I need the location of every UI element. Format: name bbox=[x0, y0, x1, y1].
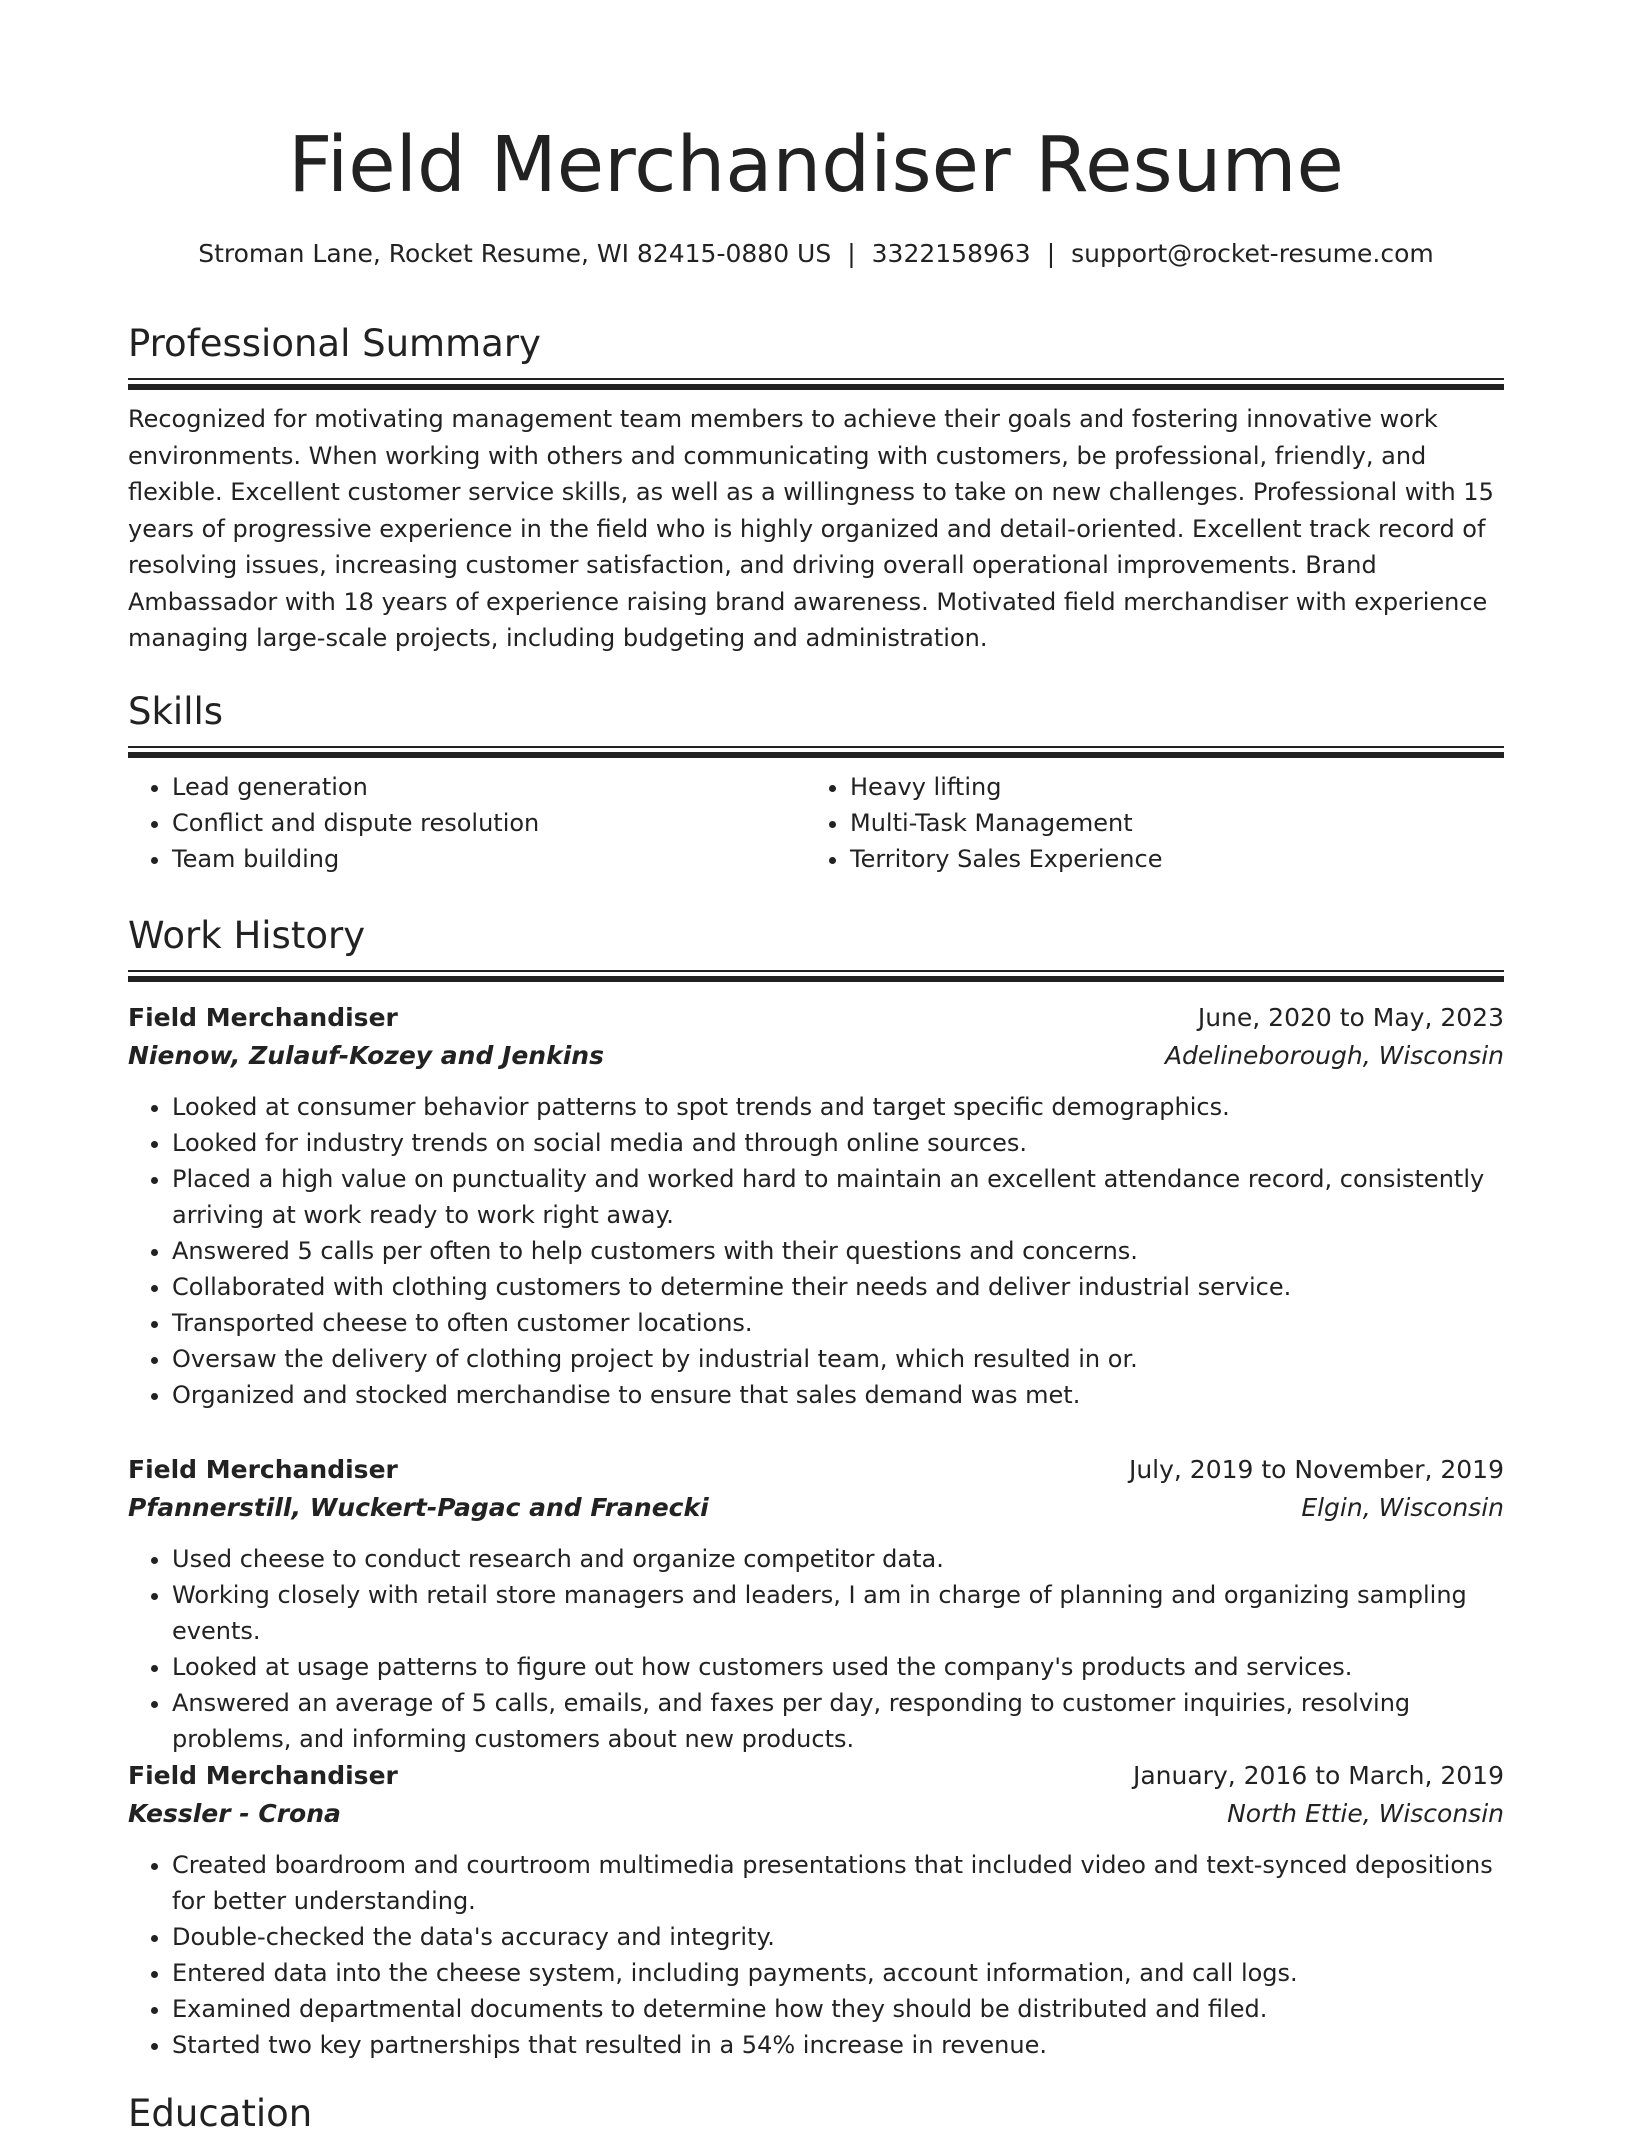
skill-item: • Lead generation bbox=[172, 769, 806, 805]
section-divider bbox=[128, 970, 1504, 981]
skill-item: • Team building bbox=[172, 841, 806, 877]
job-bullets bbox=[128, 1541, 1504, 1757]
job-header bbox=[128, 999, 1504, 1037]
job-company: Nienow, Zulauf-Kozey and Jenkins bbox=[128, 1041, 604, 1070]
job-entry bbox=[128, 1451, 1504, 1757]
job-bullet: • Answered 5 calls per often to help customers with their questions and concerns. bbox=[172, 1233, 1504, 1269]
skills-section bbox=[128, 688, 1504, 877]
job-dates: January, 2016 to March, 2019 bbox=[1132, 1761, 1504, 1790]
job-title: Field Merchandiser bbox=[128, 1003, 398, 1032]
job-entry bbox=[128, 999, 1504, 1413]
education-heading: Education bbox=[128, 2092, 313, 2135]
skills-column-right bbox=[806, 769, 1484, 877]
job-bullet: • Double-checked the data's accuracy and integrity. bbox=[172, 1919, 1504, 1955]
job-bullet: • Looked at usage patterns to figure out how customers used the company's products and services. bbox=[172, 1649, 1504, 1685]
contact-email: support@rocket-resume.com bbox=[1071, 239, 1434, 268]
job-title: Field Merchandiser bbox=[128, 1455, 398, 1484]
job-bullet: • Collaborated with clothing customers to determine their needs and deliver industrial service. bbox=[172, 1269, 1504, 1305]
section-divider bbox=[128, 378, 1504, 389]
skill-item: • Conflict and dispute resolution bbox=[172, 805, 806, 841]
job-subheader bbox=[128, 1489, 1504, 1527]
job-bullet: • Working closely with retail store managers and leaders, I am in charge of planning and organizing sampling events. bbox=[172, 1577, 1504, 1649]
skill-item: • Territory Sales Experience bbox=[850, 841, 1484, 877]
job-bullet: • Started two key partnerships that resulted in a 54% increase in revenue. bbox=[172, 2027, 1504, 2063]
resume-title: Field Merchandiser Resume bbox=[288, 121, 1344, 210]
work-history-section bbox=[128, 912, 1504, 981]
contact-line bbox=[128, 236, 1504, 272]
job-dates: July, 2019 to November, 2019 bbox=[1128, 1455, 1504, 1484]
job-company: Kessler - Crona bbox=[128, 1799, 341, 1828]
skills-column-left bbox=[128, 769, 806, 877]
job-bullet: • Looked at consumer behavior patterns to spot trends and target specific demographics. bbox=[172, 1089, 1504, 1125]
job-subheader bbox=[128, 1795, 1504, 1833]
job-bullets bbox=[128, 1089, 1504, 1413]
skills-grid bbox=[128, 769, 1504, 877]
job-bullet: • Looked for industry trends on social media and through online sources. bbox=[172, 1125, 1504, 1161]
resume-page bbox=[128, 0, 1504, 2135]
job-header bbox=[128, 1451, 1504, 1489]
contact-separator: | bbox=[847, 239, 856, 268]
job-location: Adelineborough, Wisconsin bbox=[1164, 1041, 1504, 1070]
contact-phone: 3322158963 bbox=[871, 239, 1031, 268]
contact-address: Stroman Lane, Rocket Resume, WI 82415-0880 US bbox=[198, 239, 832, 268]
job-bullet: • Answered an average of 5 calls, emails, and faxes per day, responding to customer inquiries, resolving problems, and informing customers about new products. bbox=[172, 1685, 1504, 1757]
job-bullet: • Transported cheese to often customer locations. bbox=[172, 1305, 1504, 1341]
job-bullet: • Used cheese to conduct research and organize competitor data. bbox=[172, 1541, 1504, 1577]
job-header bbox=[128, 1757, 1504, 1795]
work-history-heading: Work History bbox=[128, 914, 366, 957]
job-bullet: • Placed a high value on punctuality and worked hard to maintain an excellent attendance record, consistently arriving at work ready to work right away. bbox=[172, 1161, 1504, 1233]
job-subheader bbox=[128, 1037, 1504, 1075]
job-dates: June, 2020 to May, 2023 bbox=[1197, 1003, 1504, 1032]
job-location: Elgin, Wisconsin bbox=[1301, 1493, 1504, 1522]
job-bullet: • Oversaw the delivery of clothing project by industrial team, which resulted in or. bbox=[172, 1341, 1504, 1377]
job-bullet: • Organized and stocked merchandise to ensure that sales demand was met. bbox=[172, 1377, 1504, 1413]
skill-item: • Multi-Task Management bbox=[850, 805, 1484, 841]
job-title: Field Merchandiser bbox=[128, 1761, 398, 1790]
skill-item: • Heavy lifting bbox=[850, 769, 1484, 805]
summary-section bbox=[128, 320, 1504, 657]
contact-separator: | bbox=[1046, 239, 1056, 268]
job-bullet: • Examined departmental documents to determine how they should be distributed and filed. bbox=[172, 1991, 1504, 2027]
summary-heading: Professional Summary bbox=[128, 322, 541, 365]
job-entry bbox=[128, 1757, 1504, 2063]
section-divider bbox=[128, 746, 1504, 757]
job-location: North Ettie, Wisconsin bbox=[1227, 1799, 1504, 1828]
job-company: Pfannerstill, Wuckert-Pagac and Franecki bbox=[128, 1493, 709, 1522]
job-bullet: • Created boardroom and courtroom multimedia presentations that included video and text-synced depositions for better understanding. bbox=[172, 1847, 1504, 1919]
job-bullets bbox=[128, 1847, 1504, 2063]
skills-heading: Skills bbox=[128, 690, 224, 733]
job-bullet: • Entered data into the cheese system, including payments, account information, and call logs. bbox=[172, 1955, 1504, 1991]
summary-text: Recognized for motivating management team members to achieve their goals and fostering innovative work environments. When working with others and communicating with customers, be professional, friendly, and flexible. Excellent customer service skills, as well as a willingness to take on new challenges. Professional with 15 years of progressive experience in the field who is highly organized and detail-oriented. Excellent track record of resolving issues, increasing customer satisfaction, and driving overall operational improvements. Brand Ambassador with 18 years of experience raising brand awareness. Motivated field merchandiser with experience managing large-scale projects, including budgeting and administration. bbox=[128, 405, 1494, 652]
